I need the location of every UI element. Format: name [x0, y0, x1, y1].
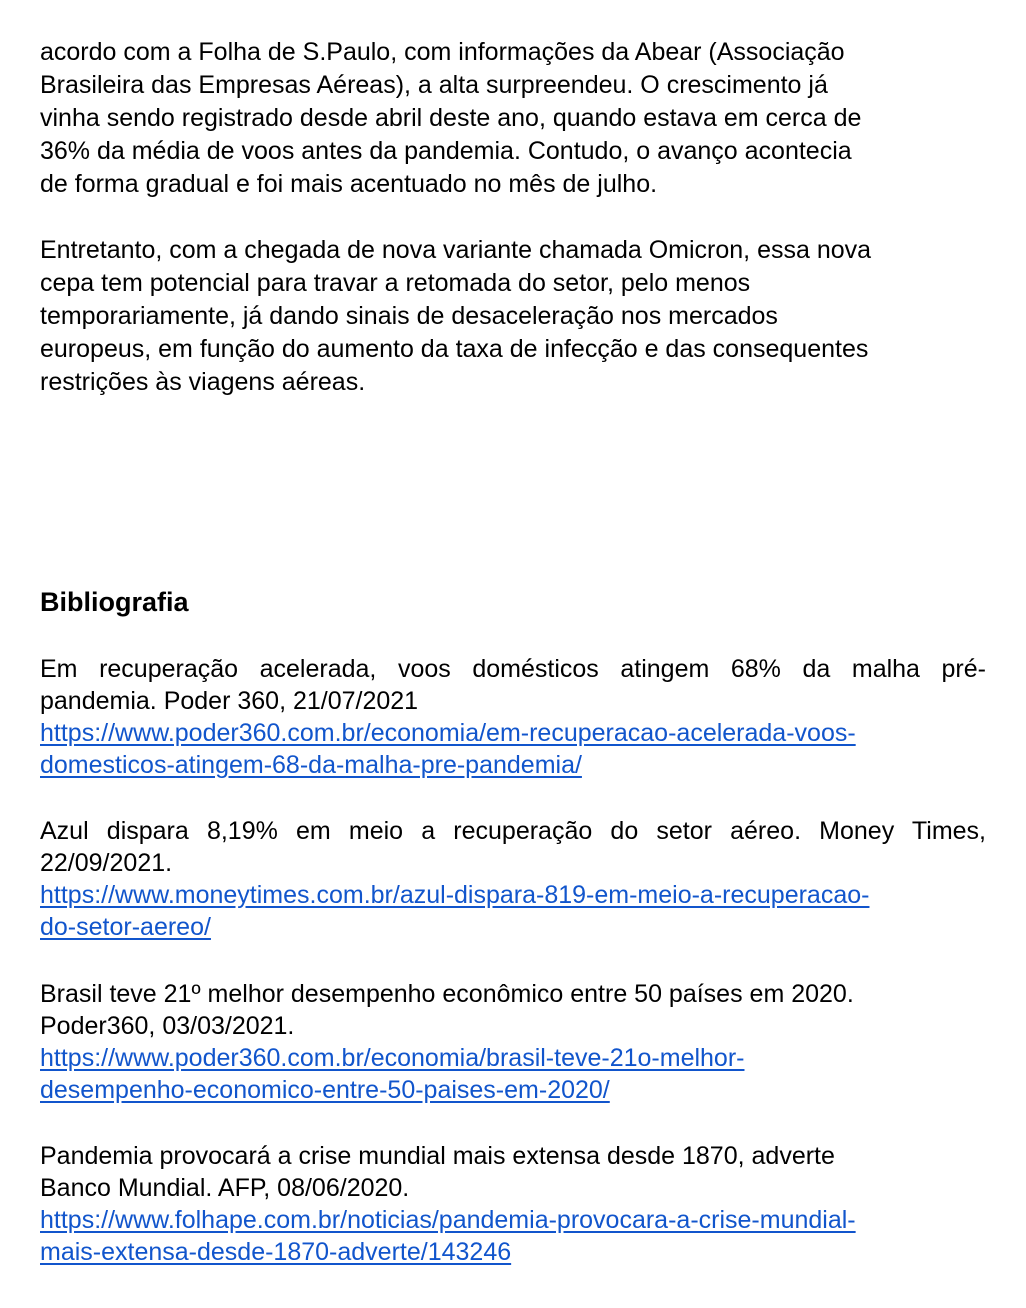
paragraph-line: de forma gradual e foi mais acentuado no mês de julho. — [40, 170, 658, 198]
reference-link[interactable]: domesticos-atingem-68-da-malha-pre-pandemia/ — [40, 751, 582, 779]
reference-text: Pandemia provocará a crise mundial mais extensa desde 1870, adverte — [40, 1142, 835, 1170]
reference-text: 22/09/2021. — [40, 849, 173, 877]
reference-text: pandemia. Poder 360, 21/07/2021 — [40, 687, 419, 715]
paragraph-line: Brasileira das Empresas Aéreas), a alta surpreendeu. O crescimento já — [40, 71, 828, 99]
bibliography-entry — [40, 815, 986, 943]
body-paragraph-1 — [40, 36, 986, 201]
reference-link[interactable]: https://www.poder360.com.br/economia/brasil-teve-21o-melhor- — [40, 1044, 745, 1072]
body-paragraph-2 — [40, 234, 986, 399]
bibliography-entry — [40, 653, 986, 781]
bibliography-entry — [40, 1140, 986, 1268]
reference-link[interactable]: mais-extensa-desde-1870-adverte/143246 — [40, 1238, 512, 1266]
reference-text: Banco Mundial. AFP, 08/06/2020. — [40, 1174, 410, 1202]
reference-link[interactable]: https://www.moneytimes.com.br/azul-dispara-819-em-meio-a-recuperacao- — [40, 881, 870, 909]
paragraph-line: cepa tem potencial para travar a retomada do setor, pelo menos — [40, 269, 751, 297]
reference-text: Poder360, 03/03/2021. — [40, 1012, 295, 1040]
paragraph-line: vinha sendo registrado desde abril deste ano, quando estava em cerca de — [40, 104, 862, 132]
paragraph-line: europeus, em função do aumento da taxa de infecção e das consequentes — [40, 335, 869, 363]
bibliography-heading: Bibliografia — [40, 587, 189, 617]
paragraph-line: acordo com a Folha de S.Paulo, com informações da Abear (Associação — [40, 38, 845, 66]
paragraph-line: restrições às viagens aéreas. — [40, 368, 366, 396]
document-page — [40, 36, 986, 1266]
reference-text: Em recuperação acelerada, voos domésticos atingem 68% da malha pré- — [40, 655, 986, 683]
paragraph-line: temporariamente, já dando sinais de desaceleração nos mercados — [40, 302, 778, 330]
reference-text: Brasil teve 21º melhor desempenho econômico entre 50 países em 2020. — [40, 980, 854, 1008]
reference-text: Azul dispara 8,19% em meio a recuperação do setor aéreo. Money Times, — [40, 817, 986, 845]
reference-link[interactable]: https://www.folhape.com.br/noticias/pandemia-provocara-a-crise-mundial- — [40, 1206, 856, 1234]
reference-link[interactable]: https://www.poder360.com.br/economia/em-recuperacao-acelerada-voos- — [40, 719, 856, 747]
paragraph-line: 36% da média de voos antes da pandemia. Contudo, o avanço acontecia — [40, 137, 852, 165]
paragraph-line: Entretanto, com a chegada de nova variante chamada Omicron, essa nova — [40, 236, 872, 264]
reference-link[interactable]: desempenho-economico-entre-50-paises-em-2020/ — [40, 1076, 610, 1104]
reference-link[interactable]: do-setor-aereo/ — [40, 913, 211, 941]
bibliography-entry — [40, 978, 986, 1106]
